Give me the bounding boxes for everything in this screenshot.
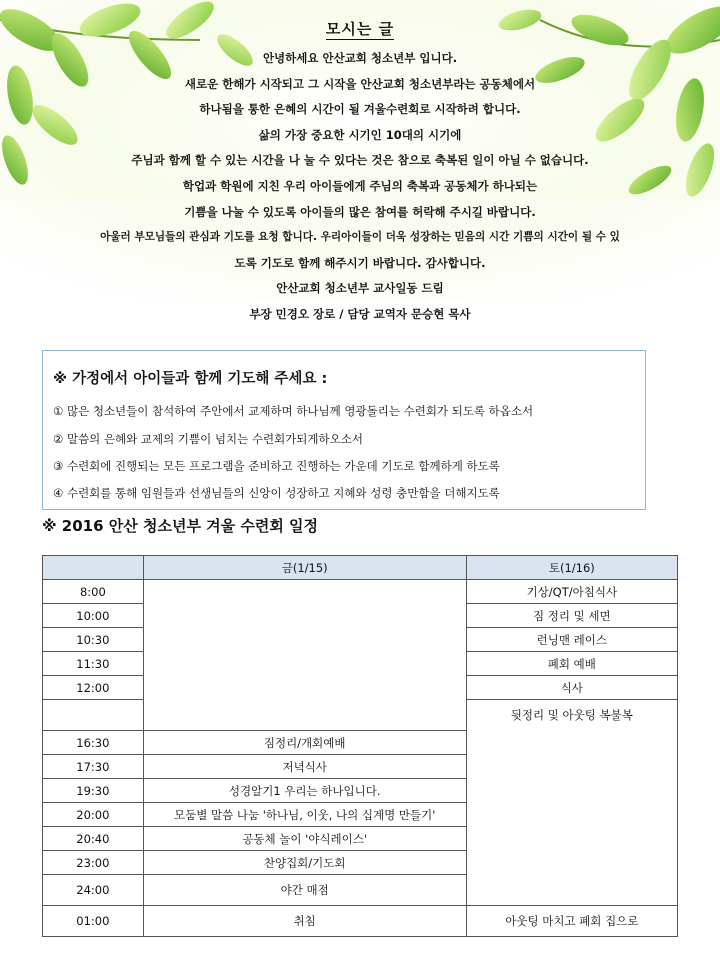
saturday-cell: 아웃팅 마치고 폐회 집으로 [466,906,677,937]
friday-cell: 저녁식사 [143,755,466,779]
letter-line: 안녕하세요 안산교회 청소년부 입니다. [262,51,458,65]
letter-line: 하나됨을 통한 은혜의 시간이 될 겨울수련회로 시작하려 합니다. [199,102,521,117]
friday-cell: 야간 매점 [143,875,466,906]
saturday-cell: 폐회 예배 [466,652,677,676]
time-cell: 23:00 [43,851,144,875]
schedule-title: ※ 2016 안산 청소년부 겨울 수련회 일정 [42,517,319,535]
table-row [43,906,678,937]
header-saturday: 토(1/16) [466,556,677,580]
saturday-cell: 뒷정리 및 아웃팅 복불복 [466,700,677,906]
invitation-letter [0,18,720,328]
time-cell: 10:00 [43,604,144,628]
friday-cell: 짐정리/개회예배 [143,731,466,755]
header-time [43,556,144,580]
friday-cell: 찬양집회/기도회 [143,851,466,875]
friday-cell: 취침 [143,906,466,937]
time-cell: 10:30 [43,628,144,652]
saturday-cell: 런닝맨 레이스 [466,628,677,652]
time-cell: 24:00 [43,875,144,906]
time-cell: 8:00 [43,580,144,604]
letter-line: 학업과 학원에 지친 우리 아이들에게 주님의 축복과 공동체가 하나되는 [182,178,538,193]
time-cell: 16:30 [43,731,144,755]
saturday-cell: 식사 [466,676,677,700]
time-cell: 11:30 [43,652,144,676]
header-friday: 금(1/15) [143,556,466,580]
time-cell: 01:00 [43,906,144,937]
saturday-cell: 기상/QT/아침식사 [466,580,677,604]
letter-title: 모시는 글 [325,20,395,38]
time-cell: 20:40 [43,827,144,851]
friday-cell: 성경알기1 우리는 하나입니다. [143,779,466,803]
letter-line: 새로운 한해가 시작되고 그 시작을 안산교회 청소년부라는 공동체에서 [184,76,536,91]
friday-cell: 공동체 놀이 '야식레이스' [143,827,466,851]
prayer-item: ④ 수련회를 통해 임원들과 선생님들의 신앙이 성장하고 지혜와 성령 충만함을 더해지도록 [53,486,500,500]
time-cell [43,700,144,731]
letter-line: 도록 기도로 함께 해주시기 바랍니다. 감사합니다. [234,255,486,270]
letter-line: 아울러 부모님들의 관심과 기도를 요청 합니다. 우리아이들이 더욱 성장하는 믿음의 시간 기쁨의 시간이 될 수 있 [100,231,620,244]
time-cell: 12:00 [43,676,144,700]
prayer-item: ② 말씀의 은혜와 교제의 기쁨이 넘치는 수련회가되게하오소서 [53,432,363,446]
friday-empty-cell [143,580,466,731]
schedule-table [42,555,678,937]
time-cell: 17:30 [43,755,144,779]
letter-line: 삶의 가장 중요한 시기인 10대의 시기에 [258,127,462,142]
prayer-request-box [42,350,646,510]
table-header-row [43,556,678,580]
time-cell: 20:00 [43,803,144,827]
prayer-item: ③ 수련회에 진행되는 모든 프로그램을 준비하고 진행하는 가운데 기도로 함께하게 하도록 [53,459,500,473]
letter-line: 주님과 함께 할 수 있는 시간을 나 눌 수 있다는 것은 참으로 축복된 일이 아닐 수 없습니다. [131,153,589,168]
saturday-cell: 짐 정리 및 세면 [466,604,677,628]
prayer-heading: ※ 가정에서 아이들과 함께 기도해 주세요 : [53,371,328,387]
time-cell: 19:30 [43,779,144,803]
table-row [43,580,678,604]
letter-signature: 안산교회 청소년부 교사일동 드림 [276,281,444,296]
letter-line: 기쁨을 나눌 수 있도록 아이들의 많은 참여를 허락해 주시길 바랍니다. [184,204,536,219]
letter-staff: 부장 민경오 장로 / 담당 교역자 문승현 목사 [249,306,471,321]
friday-cell: 모둠별 말씀 나눔 '하나님, 이웃, 나의 십계명 만들기' [143,803,466,827]
prayer-item: ① 많은 청소년들이 참석하여 주안에서 교제하며 하나님께 영광돌리는 수련회가 되도록 하옵소서 [53,404,534,418]
